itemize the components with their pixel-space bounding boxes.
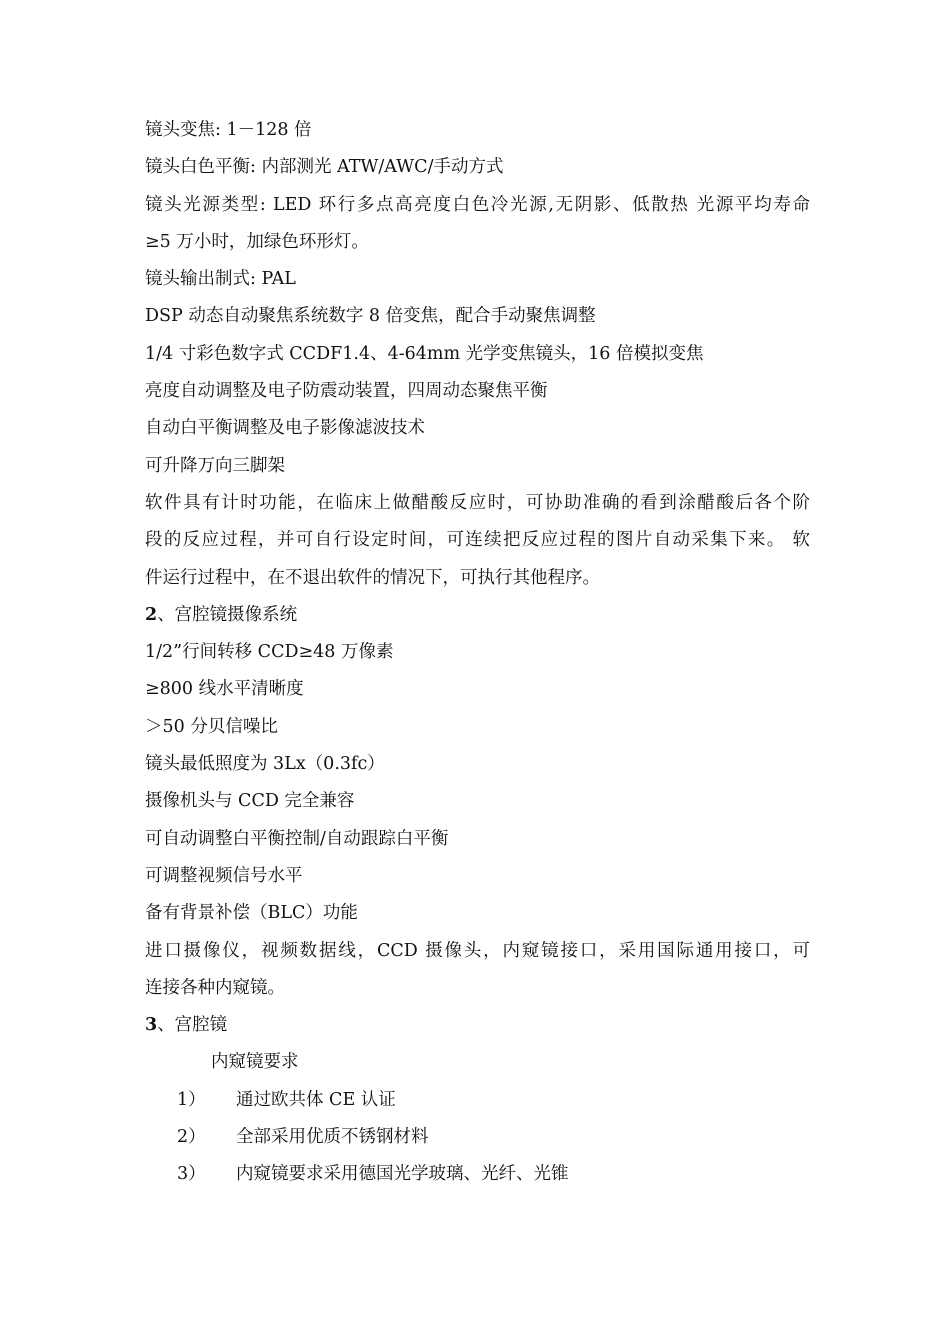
spec-line: 1/4 寸彩色数字式 CCDF1.4、4-64mm 光学变焦镜头，16 倍模拟变焦	[145, 343, 704, 364]
spec-line: 亮度自动调整及电子防震动装置，四周动态聚焦平衡	[145, 381, 548, 402]
section-number: 2	[145, 604, 158, 625]
spec-line: 可升降万向三脚架	[145, 455, 285, 476]
list-marker: 2）	[177, 1127, 206, 1148]
spec-line: 可自动调整白平衡控制/自动跟踪白平衡	[145, 828, 449, 849]
spec-line: ≥5 万小时，加绿色环形灯。	[145, 231, 369, 252]
spec-line: 镜头最低照度为 3Lx（0.3fc）	[145, 754, 385, 775]
list-item	[145, 1156, 810, 1193]
list-text: 内窥镜要求采用德国光学玻璃、光纤、光锥	[236, 1164, 569, 1185]
section-heading-3	[145, 1007, 810, 1044]
list-item	[145, 1082, 810, 1119]
spec-line: 镜头白色平衡: 内部测光 ATW/AWC/手动方式	[145, 157, 504, 178]
spec-line: 摄像机头与 CCD 完全兼容	[145, 791, 355, 812]
document-page	[145, 112, 810, 1194]
spec-line: 1/2”行间转移 CCD≥48 万像素	[145, 642, 394, 663]
spec-line: 备有背景补偿（BLC）功能	[145, 903, 358, 924]
spec-paragraph-line: 件运行过程中，在不退出软件的情况下，可执行其他程序。	[145, 567, 600, 588]
list-text: 全部采用优质不锈钢材料	[236, 1127, 429, 1148]
list-marker: 1）	[177, 1089, 206, 1110]
spec-line: 自动白平衡调整及电子影像滤波技术	[145, 418, 425, 439]
subheading: 内窥镜要求	[211, 1052, 299, 1073]
section-number: 3	[145, 1015, 158, 1036]
spec-paragraph-line: 段的反应过程，并可自行设定时间，可连续把反应过程的图片自动采集下来。 软	[145, 530, 810, 551]
list-marker: 3）	[177, 1164, 206, 1185]
spec-paragraph-line: 进口摄像仪，视频数据线，CCD 摄像头，内窥镜接口，采用国际通用接口，可	[145, 940, 810, 961]
list-text: 通过欧共体 CE 认证	[236, 1089, 396, 1110]
spec-line: ≥800 线水平清晰度	[145, 679, 304, 700]
spec-line: 镜头变焦: 1－128 倍	[145, 120, 312, 140]
spec-paragraph-line: 连接各种内窥镜。	[145, 977, 285, 998]
spec-line: DSP 动态自动聚焦系统数字 8 倍变焦，配合手动聚焦调整	[145, 306, 596, 327]
spec-line: ＞50 分贝信噪比	[145, 716, 278, 737]
spec-paragraph-line: 软件具有计时功能，在临床上做醋酸反应时，可协助准确的看到涂醋酸后各个阶	[145, 492, 810, 513]
spec-line: 可调整视频信号水平	[145, 865, 303, 886]
list-item	[145, 1119, 810, 1156]
spec-line: 镜头光源类型: LED 环行多点高亮度白色冷光源,无阴影、低散热 光源平均寿命	[145, 194, 810, 215]
spec-line: 镜头输出制式: PAL	[145, 269, 296, 290]
section-heading-2	[145, 597, 810, 634]
section-title: 、宫腔镜	[157, 1015, 228, 1036]
section-title: 、宫腔镜摄像系统	[157, 604, 298, 625]
